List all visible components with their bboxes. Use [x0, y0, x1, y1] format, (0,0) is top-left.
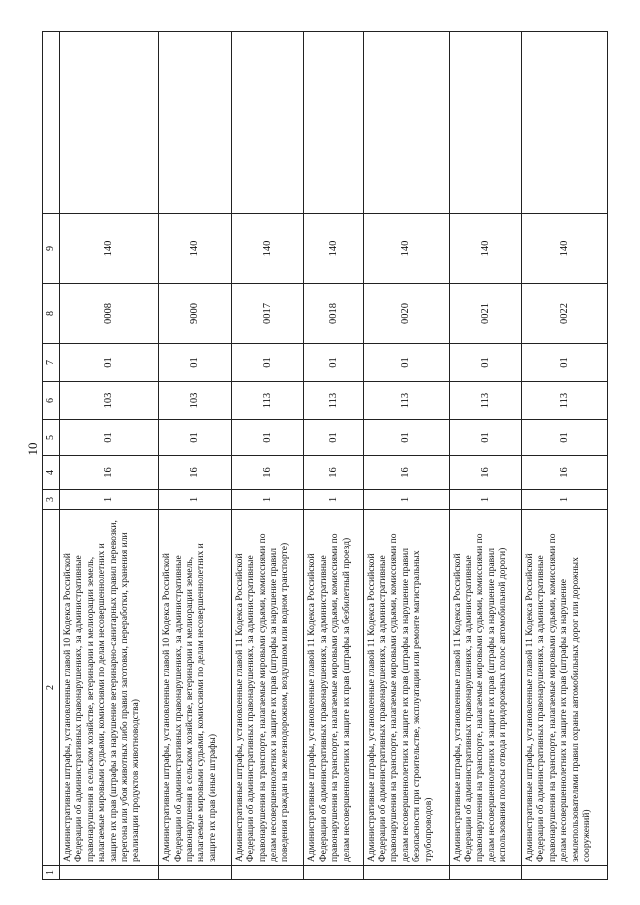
row-code-6: 113 — [363, 382, 449, 420]
row-code-3: 1 — [159, 490, 232, 510]
row-code-8: 0020 — [363, 284, 449, 344]
table-header-row — [43, 32, 60, 880]
row-code-8: 0017 — [231, 284, 304, 344]
row-code-5: 01 — [522, 420, 608, 456]
row-code-7: 01 — [231, 344, 304, 382]
row-code-8: 0021 — [449, 284, 522, 344]
table-row — [159, 32, 232, 880]
row-code-3: 1 — [522, 490, 608, 510]
column-header-2: 2 — [43, 510, 60, 866]
rotated-table-page — [42, 32, 608, 880]
row-code-6: 113 — [522, 382, 608, 420]
row-index-cell — [60, 866, 159, 880]
row-code-7: 01 — [159, 344, 232, 382]
row-code-8: 0008 — [60, 284, 159, 344]
row-code-9: 140 — [60, 214, 159, 284]
column-header-blank — [43, 32, 60, 214]
row-description: Административные штрафы, установленные главой 10 Кодекса Российской Федерации об административных правонарушениях, за административные правонарушения в сельском хозяйстве, ветеринарии и мелиорации земель, налагаемые мировыми судьями, комиссиями по делам несовершеннолетних и защите их прав (штрафы за нарушение ветеринарно-санитарных правил перевозки, перегона или убоя животных либо правил заготовки, переработки, хранения или реализации продуктов животноводства) — [60, 510, 159, 866]
page-number: 10 — [25, 442, 40, 456]
row-blank-cell — [363, 32, 449, 214]
row-code-4: 16 — [363, 456, 449, 490]
row-code-7: 01 — [363, 344, 449, 382]
table-row — [449, 32, 522, 880]
row-code-9: 140 — [363, 214, 449, 284]
row-code-6: 113 — [231, 382, 304, 420]
row-blank-cell — [522, 32, 608, 214]
row-code-5: 01 — [231, 420, 304, 456]
row-code-3: 1 — [449, 490, 522, 510]
row-code-3: 1 — [231, 490, 304, 510]
table-row — [522, 32, 608, 880]
row-code-8: 9000 — [159, 284, 232, 344]
row-code-9: 140 — [231, 214, 304, 284]
row-blank-cell — [231, 32, 304, 214]
table-row — [304, 32, 363, 880]
row-code-5: 01 — [363, 420, 449, 456]
column-header-4: 4 — [43, 456, 60, 490]
row-code-8: 0022 — [522, 284, 608, 344]
row-code-7: 01 — [304, 344, 363, 382]
column-header-5: 5 — [43, 420, 60, 456]
row-blank-cell — [449, 32, 522, 214]
column-header-7: 7 — [43, 344, 60, 382]
row-description: Административные штрафы, установленные главой 11 Кодекса Российской Федерации об административных правонарушениях, за административные правонарушения на транспорте, налагаемые мировыми судьями, комиссиями по делам несовершеннолетних и защите их прав (штрафы за нарушение землепользователями правил охраны автомобильных дорог или дорожных сооружений) — [522, 510, 608, 866]
column-header-8: 8 — [43, 284, 60, 344]
row-code-5: 01 — [159, 420, 232, 456]
row-code-6: 113 — [449, 382, 522, 420]
row-code-4: 16 — [159, 456, 232, 490]
row-blank-cell — [159, 32, 232, 214]
row-index-cell — [159, 866, 232, 880]
row-code-4: 16 — [231, 456, 304, 490]
row-code-4: 16 — [522, 456, 608, 490]
row-code-6: 113 — [304, 382, 363, 420]
table-row — [60, 32, 159, 880]
row-blank-cell — [60, 32, 159, 214]
row-code-9: 140 — [522, 214, 608, 284]
row-code-6: 103 — [159, 382, 232, 420]
row-code-9: 140 — [304, 214, 363, 284]
row-description: Административные штрафы, установленные главой 11 Кодекса Российской Федерации об административных правонарушениях, за административные правонарушения на транспорте, налагаемые мировыми судьями, комиссиями по делам несовершеннолетних и защите их прав (штрафы за безбилетный проезд) — [304, 510, 363, 866]
row-description: Административные штрафы, установленные главой 10 Кодекса Российской Федерации об административных правонарушениях, за административные правонарушения в сельском хозяйстве, ветеринарии и мелиорации земель, налагаемые мировыми судьями, комиссиями по делам несовершеннолетних и защите их прав (иные штрафы) — [159, 510, 232, 866]
column-header-6: 6 — [43, 382, 60, 420]
table-row — [363, 32, 449, 880]
column-header-1: 1 — [43, 866, 60, 880]
row-code-5: 01 — [304, 420, 363, 456]
row-code-3: 1 — [304, 490, 363, 510]
row-code-7: 01 — [60, 344, 159, 382]
row-code-3: 1 — [60, 490, 159, 510]
row-index-cell — [522, 866, 608, 880]
row-description: Административные штрафы, установленные главой 11 Кодекса Российской Федерации об административных правонарушениях, за административные правонарушения на транспорте, налагаемые мировыми судьями, комиссиями по делам несовершеннолетних и защите их прав (штрафы за нарушение правил поведения граждан на железнодорожном, воздушном или водном транспорте) — [231, 510, 304, 866]
row-index-cell — [304, 866, 363, 880]
row-description: Административные штрафы, установленные главой 11 Кодекса Российской Федерации об административных правонарушениях, за административные правонарушения на транспорте, налагаемые мировыми судьями, комиссиями по делам несовершеннолетних и защите их прав (штрафы за нарушение правил использования полосы отвода и придорожных полос автомобильной дороги) — [449, 510, 522, 866]
column-header-3: 3 — [43, 490, 60, 510]
row-code-9: 140 — [159, 214, 232, 284]
row-code-9: 140 — [449, 214, 522, 284]
row-code-5: 01 — [60, 420, 159, 456]
row-code-3: 1 — [363, 490, 449, 510]
budget-codes-table — [42, 31, 608, 880]
column-header-9: 9 — [43, 214, 60, 284]
row-code-5: 01 — [449, 420, 522, 456]
table-row — [231, 32, 304, 880]
row-blank-cell — [304, 32, 363, 214]
row-code-4: 16 — [304, 456, 363, 490]
row-code-6: 103 — [60, 382, 159, 420]
row-code-7: 01 — [522, 344, 608, 382]
row-description: Административные штрафы, установленные главой 11 Кодекса Российской Федерации об административных правонарушениях, за административные правонарушения на транспорте, налагаемые мировыми судьями, комиссиями по делам несовершеннолетних и защите их прав (штрафы за нарушение правил безопасности при строительстве, эксплуатации или ремонте магистральных трубопроводов) — [363, 510, 449, 866]
row-code-8: 0018 — [304, 284, 363, 344]
row-index-cell — [363, 866, 449, 880]
row-code-7: 01 — [449, 344, 522, 382]
row-code-4: 16 — [60, 456, 159, 490]
row-index-cell — [449, 866, 522, 880]
row-index-cell — [231, 866, 304, 880]
row-code-4: 16 — [449, 456, 522, 490]
